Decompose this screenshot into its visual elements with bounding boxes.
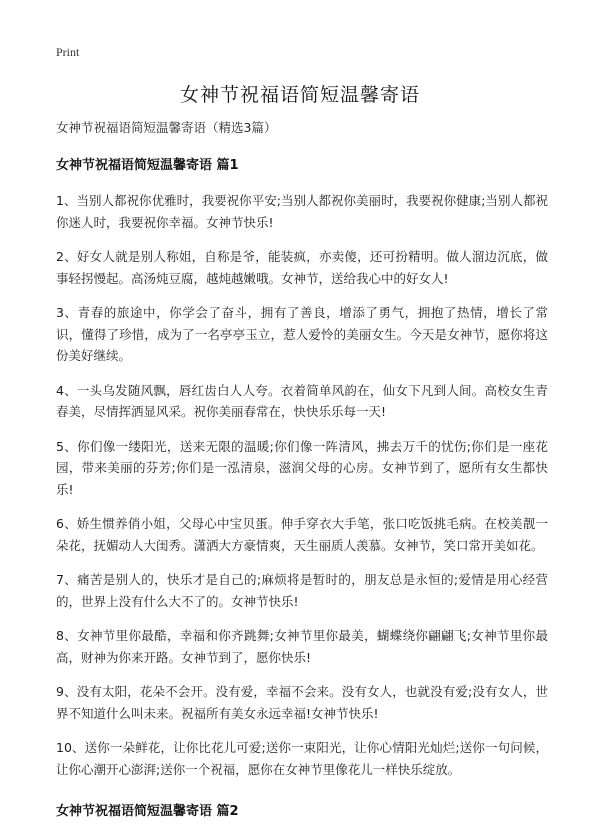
- paragraph-7: 7、痛苦是别人的，快乐才是自己的;麻烦将是暂时的，朋友总是永恒的;爱情是用心经营的，世界上没有什么大不了的。女神节快乐!: [56, 572, 548, 609]
- document-subtitle: 女神节祝福语简短温馨寄语（精选3篇）: [56, 120, 277, 135]
- section-heading-2: 女神节祝福语简短温馨寄语 篇2: [56, 804, 239, 819]
- section-heading-1: 女神节祝福语简短温馨寄语 篇1: [56, 158, 239, 173]
- print-link[interactable]: Print: [56, 45, 80, 59]
- paragraph-1: 1、当别人都祝你优雅时，我要祝你平安;当别人都祝你美丽时，我要祝你健康;当别人都祝你迷人时，我要祝你幸福。女神节快乐!: [56, 193, 548, 230]
- paragraph-4: 4、一头乌发随风飘，唇红齿白人人夸。衣着简单风韵在，仙女下凡到人间。高校女生青春美，尽情挥洒显风采。祝你美丽春常在，快快乐乐每一天!: [56, 382, 548, 419]
- paragraph-8: 8、女神节里你最酷，幸福和你齐跳舞;女神节里你最美，蝴蝶绕你翩翩飞;女神节里你最高，财神为你来开路。女神节到了，愿你快乐!: [56, 628, 548, 665]
- paragraph-10: 10、送你一朵鲜花，让你比花儿可爱;送你一束阳光，让你心情阳光灿烂;送你一句问候，让你心潮开心澎湃;送你一个祝福，愿你在女神节里像花儿一样快乐绽放。: [56, 740, 548, 777]
- paragraph-3: 3、青春的旅途中，你学会了奋斗，拥有了善良，增添了勇气，拥抱了热情，增长了常识，懂得了珍惜，成为了一名亭亭玉立，惹人爱怜的美丽女生。今天是女神节，愿你将这份美好继续。: [56, 305, 548, 363]
- paragraph-9: 9、没有太阳，花朵不会开。没有爱，幸福不会来。没有女人，也就没有爱;没有女人，世界不知道什么叫未来。祝福所有美女永远幸福!女神节快乐!: [56, 684, 548, 721]
- document-body: [56, 118, 548, 836]
- paragraph-2: 2、好女人就是别人称姐，自称是爷，能装疯，亦卖傻，还可扮精明。做人溜边沉底，做事轻拐慢起。高汤炖豆腐，越炖越嫩哦。女神节，送给我心中的好女人!: [56, 249, 548, 286]
- page-title: 女神节祝福语简短温馨寄语: [179, 84, 420, 106]
- paragraph-5: 5、你们像一缕阳光，送来无限的温暖;你们像一阵清风，拂去万千的忧伤;你们是一座花园，带来美丽的芬芳;你们是一泓清泉，滋润父母的心房。女神节到了，愿所有女生都快乐!: [56, 438, 548, 497]
- paragraph-6: 6、娇生惯养俏小姐，父母心中宝贝蛋。伸手穿衣大手笔，张口吃饭挑毛病。在校美靓一朵花，抚媚动人大闺秀。潇洒大方豪情爽，天生丽质人羡慕。女神节，笑口常开美如花。: [56, 516, 548, 553]
